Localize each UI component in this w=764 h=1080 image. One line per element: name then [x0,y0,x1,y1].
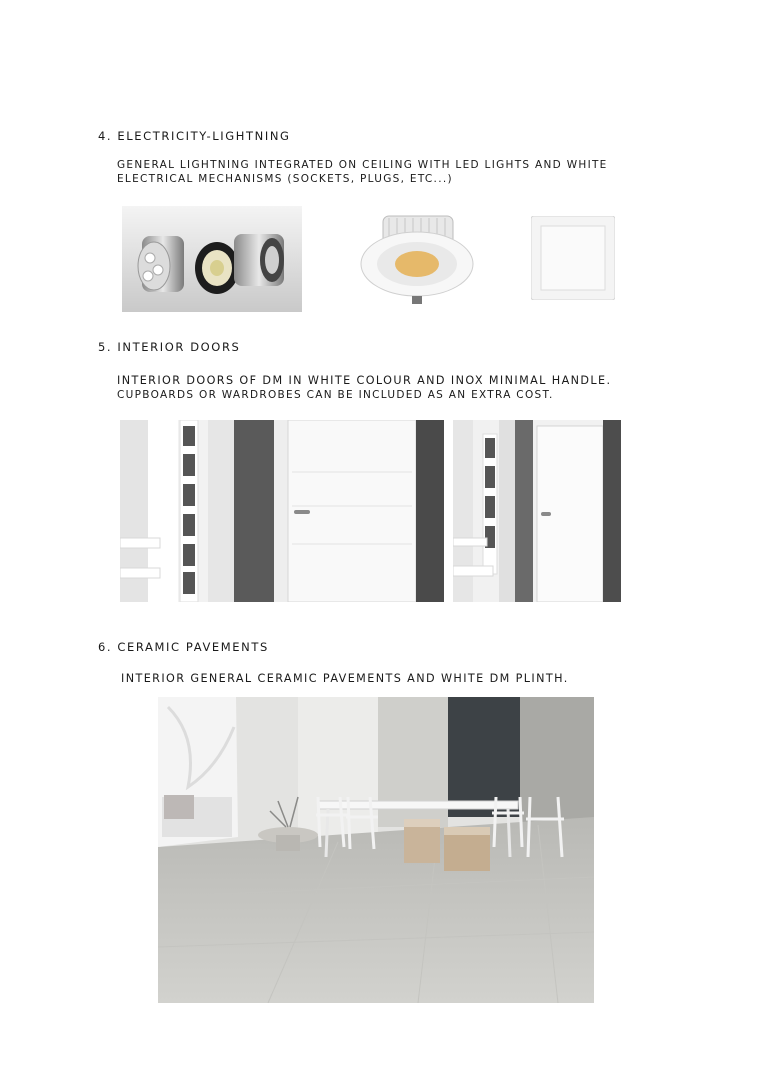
ceramic-pavement-interior-photo [158,697,594,1003]
electricity-description-line-2: ELECTRICAL MECHANISMS (SOCKETS, PLUGS, ETC...) [117,173,453,185]
electricity-description-line-1: GENERAL LIGHTNING INTEGRATED ON CEILING WITH LED LIGHTS AND WHITE [117,159,608,171]
interior-door-photo-narrow [453,420,621,602]
doors-description-line-1: INTERIOR DOORS OF DM IN WHITE COLOUR AND INOX MINIMAL HANDLE. [117,374,612,387]
led-downlight-photo [355,208,480,308]
interior-door-photo-wide [120,420,444,602]
section-heading-pavements: 6. CERAMIC PAVEMENTS [98,640,269,654]
pavements-description-line-1: INTERIOR GENERAL CERAMIC PAVEMENTS AND WHITE DM PLINTH. [121,672,569,685]
white-light-switch-photo [531,216,615,300]
led-spotlights-photo [122,206,302,312]
section-heading-electricity: 4. ELECTRICITY-LIGHTNING [98,129,291,143]
section-heading-doors: 5. INTERIOR DOORS [98,340,241,354]
doors-description-line-2: CUPBOARDS OR WARDROBES CAN BE INCLUDED AS AN EXTRA COST. [117,389,554,401]
